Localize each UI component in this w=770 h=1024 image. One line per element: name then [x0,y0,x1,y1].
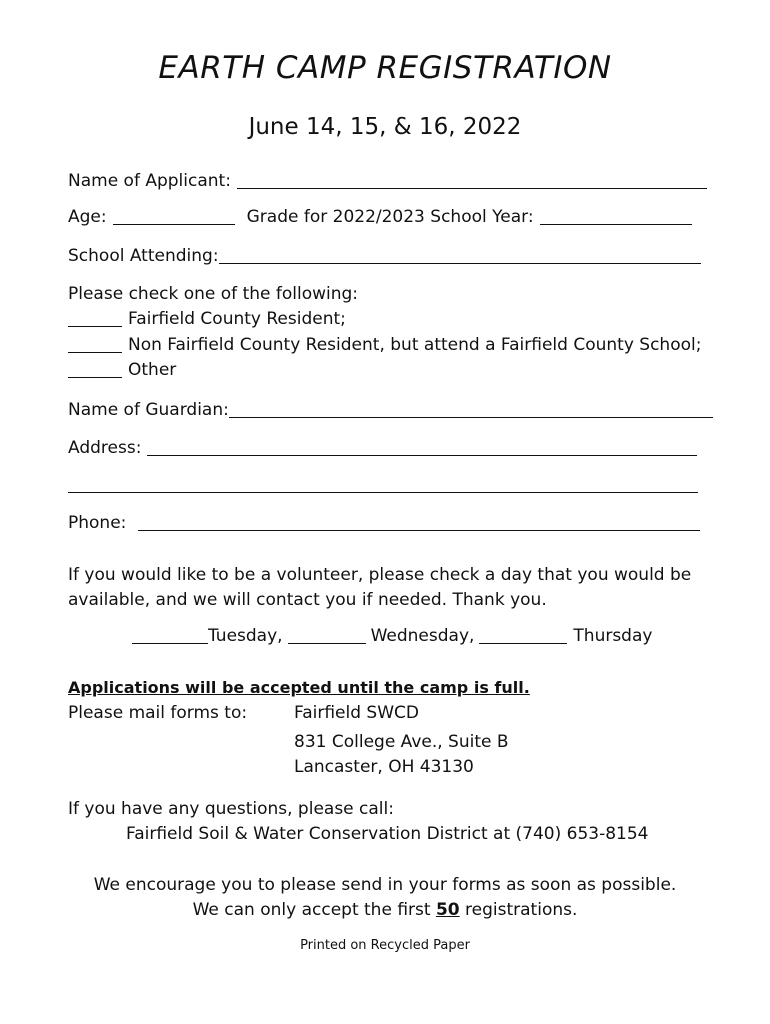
address-field-line-2[interactable] [68,474,698,493]
grade-label: Grade for 2022/2023 School Year: [246,207,534,227]
wednesday-checkbox[interactable] [288,625,366,644]
camp-dates: June 14, 15, & 16, 2022 [248,114,522,140]
thursday-label: Thursday [573,626,653,646]
address-label: Address: [68,438,142,458]
applications-notice: Applications will be accepted until the camp is full. [68,678,530,697]
address-row [68,437,697,458]
residency-checkbox-2[interactable] [68,334,122,353]
residency-option-label: Fairfield County Resident; [128,309,346,329]
form-title: EARTH CAMP REGISTRATION [158,50,612,86]
residency-option-1 [68,308,346,329]
questions-text: If you have any questions, please call: [68,799,394,819]
applicant-name-label: Name of Applicant: [68,171,231,191]
phone-row [68,512,700,533]
school-field[interactable] [219,245,701,264]
applicant-name-row [68,170,707,191]
mail-address-line-3: Lancaster, OH 43130 [294,757,474,777]
phone-field[interactable] [138,512,700,531]
tuesday-checkbox[interactable] [132,625,208,644]
registration-limit-suffix: registrations. [465,900,578,920]
volunteer-text-line-1: If you would like to be a volunteer, please check a day that you would be [68,565,692,585]
volunteer-days-row [132,625,652,646]
age-grade-row [68,206,692,227]
residency-prompt: Please check one of the following: [68,284,359,304]
thursday-checkbox[interactable] [479,625,567,644]
school-row [68,245,701,266]
mail-address-line-1: Fairfield SWCD [294,703,419,723]
residency-option-2 [68,334,701,355]
residency-checkbox-1[interactable] [68,308,122,327]
contact-phone-text: Fairfield Soil & Water Conservation District at (740) 653-8154 [126,824,649,844]
encourage-text-line-2 [0,900,770,920]
registration-limit-number: 50 [435,900,460,920]
school-label: School Attending: [68,246,219,266]
applicant-name-field[interactable] [237,170,707,189]
recycled-paper-note: Printed on Recycled Paper [300,938,470,953]
wednesday-label: Wednesday, [370,626,475,646]
grade-field[interactable] [540,206,692,225]
guardian-label: Name of Guardian: [68,400,229,420]
registration-limit-prefix: We can only accept the first [192,900,431,920]
address-row-2 [68,474,698,495]
residency-option-label: Non Fairfield County Resident, but attend a Fairfield County School; [128,335,702,355]
encourage-text-line-1: We encourage you to please send in your forms as soon as possible. [93,875,677,895]
residency-option-label: Other [128,360,177,380]
residency-option-3 [68,359,176,380]
guardian-row [68,399,713,420]
mail-address-line-2: 831 College Ave., Suite B [294,732,509,752]
age-field[interactable] [113,206,235,225]
tuesday-label: Tuesday, [208,626,283,646]
age-label: Age: [68,207,107,227]
guardian-field[interactable] [229,399,713,418]
volunteer-text-line-2: available, and we will contact you if needed. Thank you. [68,590,547,610]
phone-label: Phone: [68,513,127,533]
residency-checkbox-3[interactable] [68,359,122,378]
mail-label: Please mail forms to: [68,703,248,723]
address-field-line-1[interactable] [147,437,697,456]
